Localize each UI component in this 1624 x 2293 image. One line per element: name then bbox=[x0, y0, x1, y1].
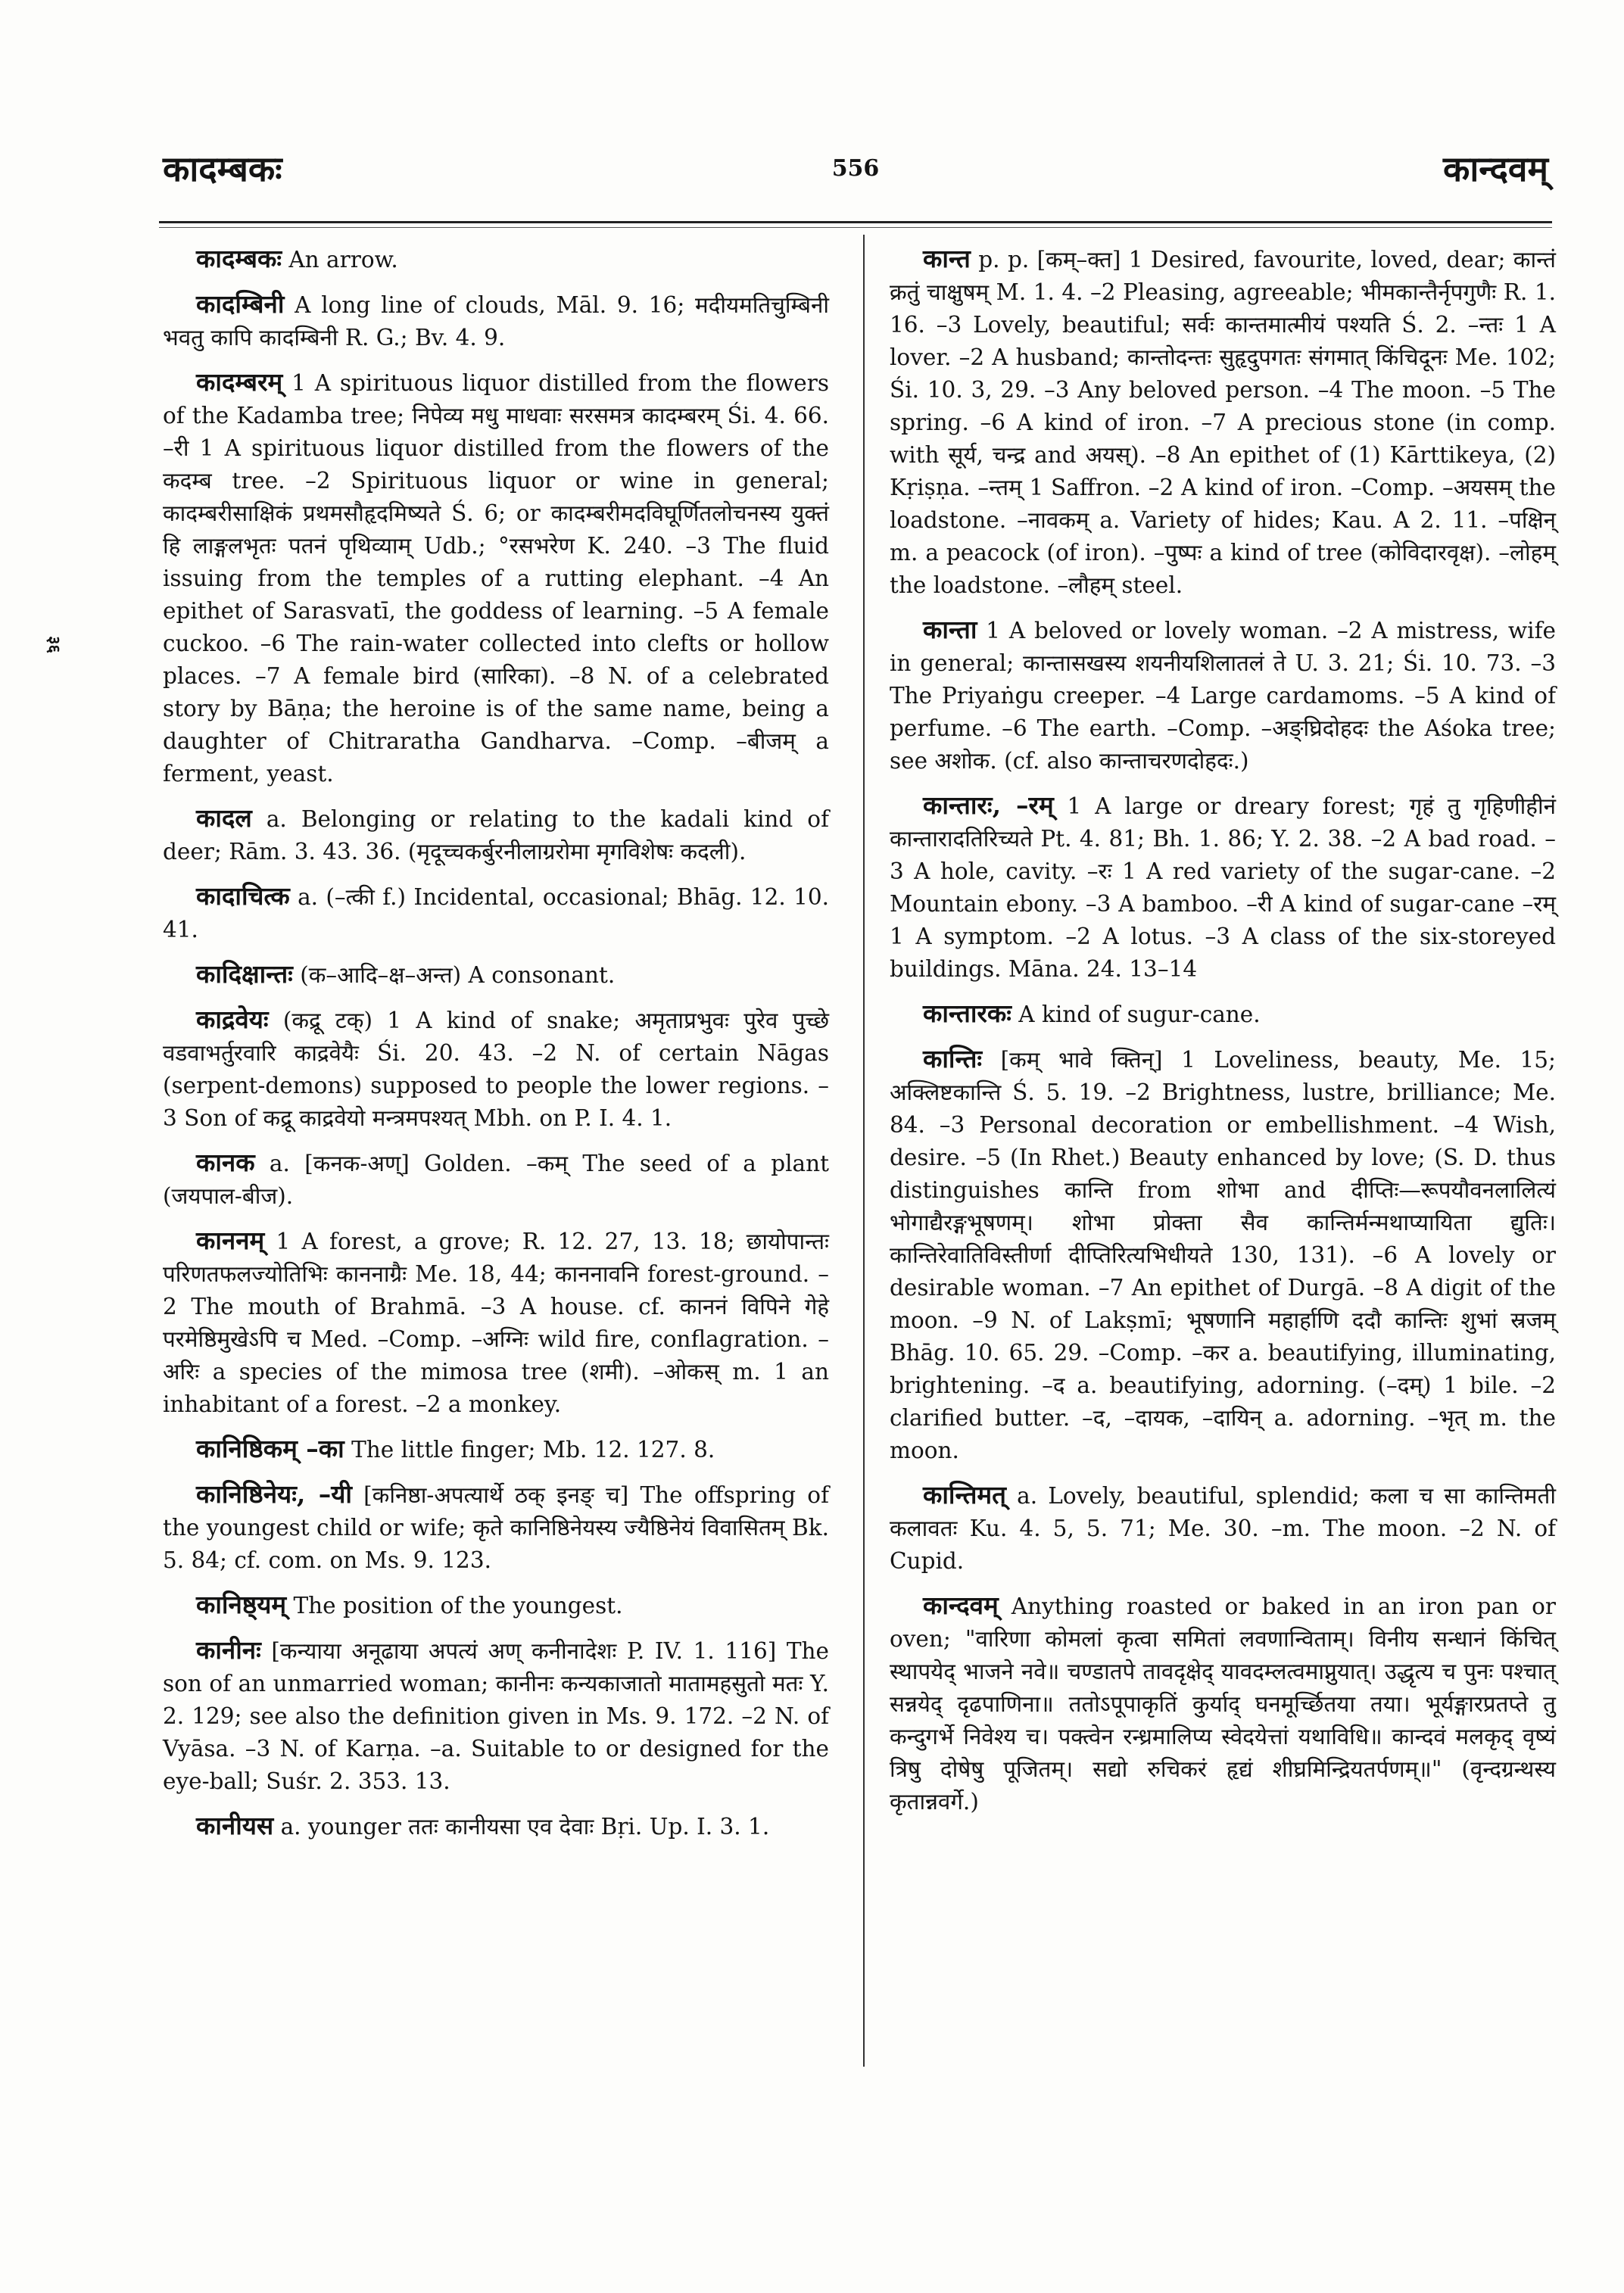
entry-headword: कादम्बकः bbox=[196, 244, 282, 273]
entry-headword: कादम्बिनी bbox=[196, 289, 285, 319]
entry-definition: [कम् भावे क्तिन्] 1 Loveliness, beauty, Me. 15; अक्लिष्टकान्ति Ś. 5. 19. –2 Brightness, lustre, brilliance; Me. 84. –3 Personal decoration or embellishment. –4 Wish, desire. –5 (In Rhet.) Beauty enhanced by love; (S. D. thus distinguishes कान्ति from शोभा and दीप्तिः—रूपयौवनलालित्यं भोगाद्यैरङ्गभूषणम्। शोभा प्रोक्ता सैव कान्तिर्मन्मथाप्यायिता द्युतिः। कान्तिरेवातिविस्तीर्णा दीप्तिरित्यभिधीयते 130, 131). –6 A lovely or desirable woman. –7 An epithet of Durgā. –8 A digit of the moon. –9 N. of Lakṣmī; भूषणानि महार्हाणि ददौ कान्तिः शुभां स्रजम् Bhāg. 10. 65. 29. –Comp. –कर a. beautifying, illuminating, brightening. –द a. beautifying, adorning. (–दम्) 1 bile. –2 clarified butter. –द, –दायक, –दायिन् a. adorning. –भृत् m. the moon. bbox=[890, 1047, 1556, 1463]
dictionary-entry bbox=[890, 242, 1556, 602]
dictionary-entry bbox=[163, 1003, 829, 1135]
left-column bbox=[163, 242, 829, 1855]
entry-definition: [कनिष्ठा-अपत्यार्थे ठक् इनङ् च] The offspring of the youngest child or wife; कृते कानिष्ठिनेयस्य ज्यैष्ठिनेयं विवासितम् Bk. 5. 84; cf. com. on Ms. 9. 123. bbox=[163, 1482, 829, 1573]
dictionary-entry bbox=[890, 997, 1556, 1031]
dictionary-entry bbox=[890, 613, 1556, 777]
entry-headword: कानिष्ठिकम् –का bbox=[196, 1434, 344, 1463]
entry-definition: The position of the youngest. bbox=[286, 1593, 623, 1618]
dictionary-entry bbox=[163, 1432, 829, 1466]
entry-definition: A kind of sugur-cane. bbox=[1011, 1002, 1261, 1027]
entry-definition: The little finger; Mb. 12. 127. 8. bbox=[344, 1437, 715, 1463]
entry-headword: कानक bbox=[196, 1148, 255, 1177]
entry-headword: कानिष्ठ्यम् bbox=[196, 1590, 287, 1619]
dictionary-entry bbox=[163, 802, 829, 868]
guide-word-right: कान्दवम् bbox=[1443, 148, 1548, 189]
entry-headword: कान्त bbox=[923, 244, 971, 273]
entry-definition: An arrow. bbox=[282, 247, 398, 273]
entry-headword: कान्तिः bbox=[923, 1044, 983, 1073]
entry-definition: (कद्रू टक्) 1 A kind of snake; अमृताप्रभुवः पुरेव पुच्छे वडवाभर्तुरवारि काद्रवेयैः Śi. 20. 43. –2 N. of certain Nāgas (serpent-demons) supposed to people the lower regions. –3 Son of कद्रू काद्रवेयो मन्त्रमपश्यत् Mbh. on P. I. 4. 1. bbox=[163, 1008, 829, 1131]
entry-definition: a. (–त्की f.) Incidental, occasional; Bhāg. 12. 10. 41. bbox=[163, 884, 829, 942]
entry-headword: कानिष्ठिनेयः, –यी bbox=[196, 1479, 352, 1509]
dictionary-entry bbox=[163, 1588, 829, 1622]
dictionary-entry bbox=[890, 1042, 1556, 1467]
entry-headword: कानीयस bbox=[196, 1811, 274, 1840]
page-header bbox=[163, 148, 1548, 212]
dictionary-entry bbox=[163, 242, 829, 276]
entry-headword: कान्तिमत् bbox=[923, 1480, 1006, 1509]
guide-word-left: कादम्बकः bbox=[163, 148, 282, 189]
entry-definition: a. [कनक-अण्] Golden. –कम् The seed of a plant (जयपाल-बीज). bbox=[163, 1151, 829, 1209]
entry-headword: कान्ता bbox=[923, 615, 977, 644]
entry-definition: (क–आदि–क्ष–अन्त) A consonant. bbox=[292, 962, 616, 988]
entry-definition: a. younger ततः कानीयसा एव देवाः Bṛi. Up. I. 3. 1. bbox=[273, 1814, 770, 1840]
entry-headword: कान्तारकः bbox=[923, 999, 1011, 1028]
dictionary-entry bbox=[163, 1146, 829, 1213]
entry-headword: कादल bbox=[196, 803, 252, 833]
margin-signature-mark: ३६ bbox=[44, 636, 64, 653]
entry-headword: कान्दवम् bbox=[923, 1590, 999, 1620]
entry-headword: कादिक्षान्तः bbox=[196, 959, 293, 989]
dictionary-entry bbox=[890, 1478, 1556, 1578]
entry-definition: A long line of clouds, Māl. 9. 16; मदीयमतिचुम्बिनी भवतु कापि कादम्बिनी R. G.; Bv. 4. 9. bbox=[163, 292, 829, 350]
dictionary-entry bbox=[163, 288, 829, 354]
entry-headword: काननम् bbox=[196, 1226, 265, 1255]
entry-definition: Anything roasted or baked in an iron pan or oven; "वारिणा कोमलां कृत्वा समितां लवणान्विताम्। विनीय सन्धानं किंचित् स्थापयेद् भाजने नवे॥ चण्डातपे तावदृक्षेद् यावदम्लत्वमाप्नुयात्। उद्धृत्य च पुनः पश्चात् सन्नयेद् दृढपाणिना॥ ततोऽपूपाकृतिं कुर्याद् घनमूर्च्छितया तया। भूर्यङ्गारप्रतप्ते तु कन्दुगर्भे निवेश्य च। पक्त्वेन रन्ध्रमालिप्य स्वेदयेत्तां यथाविधि॥ कान्दवं मलकृद् वृष्यं त्रिषु दोषेषु पूजितम्। सद्यो रुचिकरं हृद्यं शीघ्रमिन्द्रियतर्पणम्॥" (वृन्दग्रन्थस्य कृतान्नवर्गे.) bbox=[890, 1594, 1556, 1815]
page-number: 556 bbox=[831, 155, 880, 182]
header-rule-thin bbox=[159, 227, 1552, 228]
dictionary-entry bbox=[890, 789, 1556, 986]
entry-definition: 1 A spirituous liquor distilled from the flowers of the Kadamba tree; निपेव्य मधु माधवाः सरसमत्र कादम्बरम् Śi. 4. 66. –री 1 A spirituous liquor distilled from the flowers of the कदम्ब tree. –2 Spirituous liquor or wine in general; कादम्बरीसाक्षिकं प्रथमसौहृदमिष्यते Ś. 6; or कादम्बरीमदविघूर्णितलोचनस्य युक्तं हि लाङ्गलभृतः पतनं पृथिव्याम् Udb.; °रसभरेण K. 240. –3 The fluid issuing from the temples of a rutting elephant. –4 An epithet of Sarasvatī, the goddess of learning. –5 A female cuckoo. –6 The rain-water collected into clefts or hollow places. –7 A female bird (सारिका). –8 N. of a celebrated story by Bāṇa; the heroine is of the same name, being a daughter of Chitraratha Gandharva. –Comp. –बीजम् a ferment, yeast. bbox=[163, 370, 829, 787]
dictionary-entry bbox=[890, 1589, 1556, 1818]
dictionary-entry bbox=[163, 1809, 829, 1843]
entry-headword: कादम्बरम् bbox=[196, 367, 283, 397]
dictionary-entry bbox=[163, 880, 829, 946]
dictionary-entry bbox=[163, 1478, 829, 1577]
entry-headword: काद्रवेयः bbox=[196, 1005, 269, 1034]
entry-definition: p. p. [कम्–क्त] 1 Desired, favourite, loved, dear; कान्तं क्रतुं चाक्षुषम् M. 1. 4. –2 Pleasing, agreeable; भीमकान्तैर्नृपगुणैः R. 1. 16. –3 Lovely, beautiful; सर्वः कान्तमात्मीयं पश्यति Ś. 2. –न्तः 1 A lover. –2 A husband; कान्तोदन्तः सुहृदुपगतः संगमात् किंचिदूनः Me. 102; Śi. 10. 3, 29. –3 Any beloved person. –4 The moon. –5 The spring. –6 A kind of iron. –7 A precious stone (in comp. with सूर्य, चन्द्र and अयस्). –8 An epithet of (1) Kārttikeya, (2) Kṛiṣṇa. –न्तम् 1 Saffron. –2 A kind of iron. –Comp. –अयसम् the loadstone. –नावकम् a. Variety of hides; Kau. A 2. 11. –पक्षिन् m. a peacock (of iron). –पुष्पः a kind of tree (कोविदारवृक्ष). –लोहम् the loadstone. –लौहम् steel. bbox=[890, 247, 1556, 598]
dictionary-entry bbox=[163, 958, 829, 992]
entry-headword: कान्तारः, –रम् bbox=[923, 790, 1054, 820]
right-column bbox=[890, 242, 1556, 1830]
header-rule bbox=[159, 221, 1552, 223]
column-divider bbox=[863, 235, 865, 2067]
entry-definition: [कन्याया अनूढाया अपत्यं अण् कनीनादेशः P. IV. 1. 116] The son of an unmarried woman; कानीनः कन्यकाजातो मातामहसुतो मतः Y. 2. 129; see also the definition given in Ms. 9. 172. –2 N. of Vyāsa. –3 N. of Karṇa. –a. Suitable to or designed for the eye-ball; Suśr. 2. 353. 13. bbox=[163, 1638, 829, 1794]
entry-definition: a. Belonging or relating to the kadali kind of deer; Rām. 3. 43. 36. (मृदूच्चकर्बुरनीलाग्ररोमा मृगविशेषः कदली). bbox=[163, 806, 829, 865]
dictionary-entry bbox=[163, 366, 829, 790]
entry-definition: 1 A beloved or lovely woman. –2 A mistress, wife in general; कान्तासखस्य शयनीयशिलातलं ते U. 3. 21; Śi. 10. 73. –3 The Priyaṅgu creeper. –4 Large cardamoms. –5 A kind of perfume. –6 The earth. –Comp. –अङ्घ्रिदोहदः the Aśoka tree; see अशोक. (cf. also कान्ताचरणदोहदः.) bbox=[890, 618, 1556, 774]
entry-headword: कादाचित्क bbox=[196, 881, 290, 911]
entry-definition: 1 A forest, a grove; R. 12. 27, 13. 18; छायोपान्तः परिणतफलज्योतिभिः काननाग्रैः Me. 18, 44; काननावनि forest-ground. –2 The mouth of Brahmā. –3 A house. cf. काननं विपिने गेहे परमेष्ठिमुखेऽपि च Med. –Comp. –अग्निः wild fire, conflagration. –अरिः a species of the mimosa tree (शमी). –ओकस् m. 1 an inhabitant of a forest. –2 a monkey. bbox=[163, 1229, 829, 1417]
entry-definition: 1 A large or dreary forest; गृहं तु गृहिणीहीनं कान्तारादतिरिच्यते Pt. 4. 81; Bh. 1. 86; Y. 2. 38. –2 A bad road. –3 A hole, cavity. –रः 1 A red variety of the sugar-cane. –2 Mountain ebony. –3 A bamboo. –री A kind of sugar-cane –रम् 1 A symptom. –2 A lotus. –3 A class of the six-storeyed buildings. Māna. 24. 13–14 bbox=[890, 793, 1556, 982]
dictionary-entry bbox=[163, 1224, 829, 1421]
dictionary-entry bbox=[163, 1634, 829, 1798]
entry-headword: कानीनः bbox=[196, 1635, 261, 1665]
entry-definition: a. Lovely, beautiful, splendid; कला च सा कान्तिमती कलावतः Ku. 4. 5, 5. 71; Me. 30. –m. The moon. –2 N. of Cupid. bbox=[890, 1483, 1556, 1574]
